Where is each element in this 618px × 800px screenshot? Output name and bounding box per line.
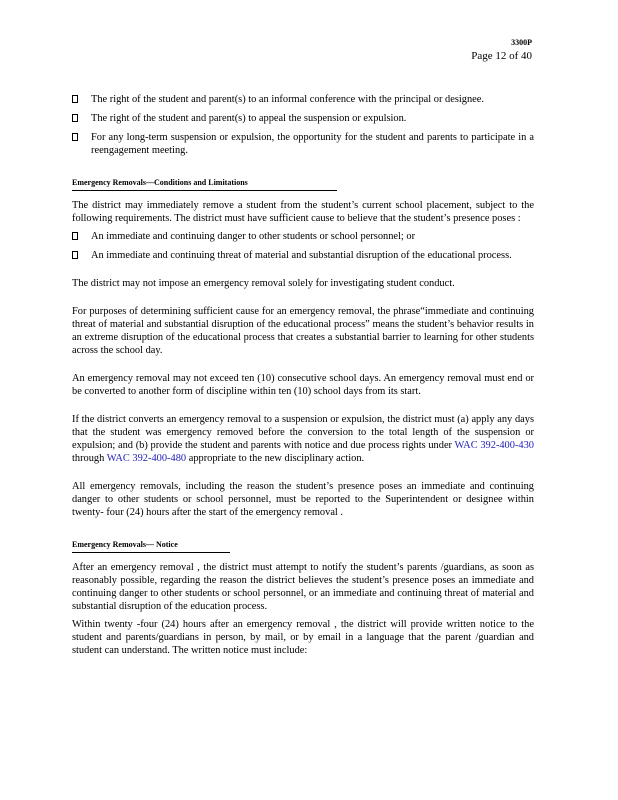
bullet-box-icon xyxy=(72,232,78,240)
bullet-box-icon xyxy=(72,114,78,122)
paragraph: Within twenty -four (24) hours after an emergency removal , the district will provide written notice to the student and parents/guardians in person, by mail, or by email in a language that the parent /guardian and student can understand. The written notice must include: xyxy=(72,619,534,656)
paragraph-text: appropriate to the new disciplinary action. xyxy=(186,453,365,464)
paragraph: After an emergency removal , the district must attempt to notify the student’s parents /guardians, as soon as reasonably possible, regarding the reason the district believes the student’s presence poses an immediate and continuing danger to other students or school personnel, or an immediate and continuing threat of material and substantial disruption of the education process. xyxy=(72,562,534,612)
page-number: Page 12 of 40 xyxy=(471,50,532,62)
bullet-box-icon xyxy=(72,133,78,141)
paragraph-text: through xyxy=(72,453,107,464)
list-item xyxy=(72,93,534,106)
paragraph: For purposes of determining sufficient cause for an emergency removal, the phrase“immediate and continuing threat of material and substantial disruption of the educational process” means the student’s behavior results in an extreme disruption of the educational process that creates a substantial barrier to learning for other students across the school day. xyxy=(72,306,534,356)
list-item xyxy=(72,131,534,157)
section-heading-notice: Emergency Removals— Notice xyxy=(72,538,230,553)
document-body xyxy=(72,93,534,672)
wac-link-480[interactable]: WAC 392-400-480 xyxy=(106,453,187,464)
list-item xyxy=(72,112,534,125)
bullet-box-icon xyxy=(72,95,78,103)
paragraph-text: If the district converts an emergency removal to a suspension or expulsion, the district must (a) apply any days that the student was emergency removed before the conversion to the total length of the suspension or expulsion; and (b) provide the student and parents with notice and due process rights under xyxy=(72,414,534,451)
list-item-text: For any long-term suspension or expulsion, the opportunity for the student and parents to participate in a reengagement meeting. xyxy=(91,132,534,156)
paragraph: An emergency removal may not exceed ten (10) consecutive school days. An emergency removal must end or be converted to another form of discipline within ten (10) school days from its start. xyxy=(72,373,534,397)
paragraph-wac xyxy=(72,413,534,465)
paragraph: The district may not impose an emergency removal solely for investigating student conduct. xyxy=(72,278,455,289)
paragraph: The district may immediately remove a student from the student’s current school placement, subject to the following requirements. The district must have sufficient cause to believe that the student’s presence poses : xyxy=(72,200,534,224)
wac-link-430[interactable]: WAC 392-400-430 xyxy=(454,440,534,451)
paragraph: All emergency removals, including the reason the student’s presence poses an immediate and continuing danger to other students or school personnel, must be reported to the Superintendent or designee within twenty- four (24) hours after the start of the emergency removal . xyxy=(72,481,534,518)
list-item xyxy=(72,230,534,243)
list-item-text: An immediate and continuing danger to other students or school personnel; or xyxy=(91,231,416,242)
section-heading-conditions: Emergency Removals—Conditions and Limitations xyxy=(72,176,337,191)
list-item xyxy=(72,249,534,262)
bullet-box-icon xyxy=(72,251,78,259)
list-item-text: The right of the student and parent(s) to appeal the suspension or expulsion. xyxy=(91,113,407,124)
list-item-text: The right of the student and parent(s) to an informal conference with the principal or designee. xyxy=(91,94,484,105)
policy-code: 3300P xyxy=(511,38,532,47)
list-item-text: An immediate and continuing threat of material and substantial disruption of the educational process. xyxy=(91,250,512,261)
